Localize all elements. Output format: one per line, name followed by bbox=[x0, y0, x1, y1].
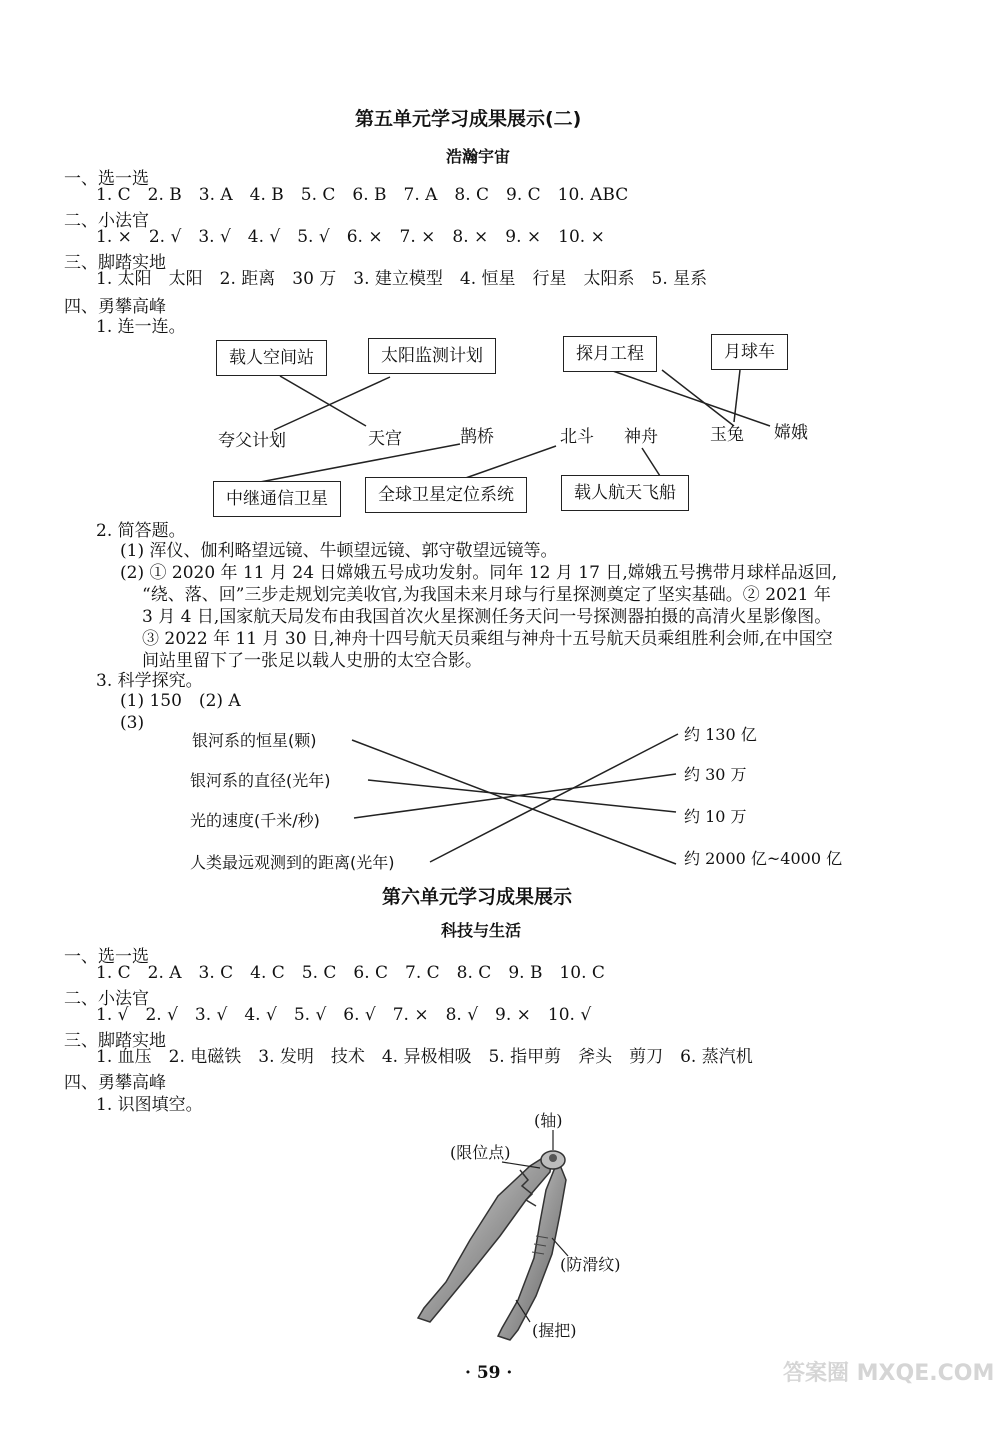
unit6-title: 第六单元学习成果展示 bbox=[382, 886, 573, 908]
unit5-q1: 1. 连一连。 bbox=[96, 317, 186, 337]
box-lunar-rover: 月球车 bbox=[711, 334, 788, 370]
unit5-q2-2-line4: ③ 2022 年 11 月 30 日,神舟十四号航天员乘组与神舟十五号航天员乘组胜利会师,在中国空 bbox=[142, 629, 833, 649]
unit6-s1-answers: 1. C 2. A 3. C 4. C 5. C 6. C 7. C 8. C 9. B 10. C bbox=[96, 963, 605, 983]
unit5-s2-label: 二、小法官 bbox=[64, 211, 149, 231]
left-item-farthest: 人类最远观测到的距离(光年) bbox=[190, 853, 395, 872]
unit5-s3-answers: 1. 太阳 太阳 2. 距离 30 万 3. 建立模型 4. 恒星 行星 太阳系 5. 星系 bbox=[96, 269, 708, 289]
box-gps-system: 全球卫星定位系统 bbox=[365, 477, 527, 513]
unit5-s3-label: 三、脚踏实地 bbox=[64, 253, 166, 273]
box-manned-spacecraft: 载人航天飞船 bbox=[561, 475, 689, 511]
unit5-q2-2-line3: 3 月 4 日,国家航天局发布由我国首次火星探测任务天问一号探测器拍摄的高清火星影像图。 bbox=[142, 607, 832, 627]
unit6-s3-label: 三、脚踏实地 bbox=[64, 1031, 166, 1051]
word-kuafu: 夸父计划 bbox=[218, 431, 286, 451]
word-change: 嫦娥 bbox=[774, 423, 808, 443]
label-anti-slip: (防滑纹) bbox=[560, 1255, 621, 1274]
left-item-stars: 银河系的恒星(颗) bbox=[192, 731, 317, 750]
watermark: 答案圈 MXQE.COM bbox=[783, 1361, 995, 1386]
unit6-s2-answers: 1. √ 2. √ 3. √ 4. √ 5. √ 6. √ 7. × 8. √ 9. × 10. √ bbox=[96, 1005, 592, 1025]
unit5-s1-label: 一、选一选 bbox=[64, 169, 149, 189]
box-lunar-exploration: 探月工程 bbox=[563, 336, 657, 372]
unit5-title: 第五单元学习成果展示(二) bbox=[355, 108, 582, 130]
right-item-10: 约 10 万 bbox=[684, 807, 747, 826]
unit6-q1: 1. 识图填空。 bbox=[96, 1095, 203, 1115]
unit5-s1-answers: 1. C 2. B 3. A 4. B 5. C 6. B 7. A 8. C 9. C 10. ABC bbox=[96, 185, 629, 205]
unit6-s2-label: 二、小法官 bbox=[64, 989, 149, 1009]
right-item-2000: 约 2000 亿~4000 亿 bbox=[684, 849, 843, 868]
right-item-130: 约 130 亿 bbox=[684, 725, 757, 744]
word-beidou: 北斗 bbox=[560, 427, 594, 447]
word-queqiao: 鹊桥 bbox=[460, 427, 494, 447]
box-solar-monitoring: 太阳监测计划 bbox=[368, 338, 496, 374]
unit5-q2-1: (1) 浑仪、伽利略望远镜、牛顿望远镜、郭守敬望远镜等。 bbox=[120, 541, 558, 561]
unit6-s4-label: 四、勇攀高峰 bbox=[64, 1073, 166, 1093]
label-axis: (轴) bbox=[534, 1111, 563, 1130]
left-item-light-speed: 光的速度(千米/秒) bbox=[190, 811, 320, 830]
page-number: · 59 · bbox=[465, 1363, 513, 1383]
word-shenzhou: 神舟 bbox=[624, 427, 658, 447]
unit5-q2: 2. 简答题。 bbox=[96, 521, 186, 541]
right-item-30: 约 30 万 bbox=[684, 765, 747, 784]
label-limit-point: (限位点) bbox=[450, 1143, 511, 1162]
unit5-s2-answers: 1. × 2. √ 3. √ 4. √ 5. √ 6. × 7. × 8. × 9. × 10. × bbox=[96, 227, 605, 247]
unit6-s3-answers: 1. 血压 2. 电磁铁 3. 发明 技术 4. 异极相吸 5. 指甲剪 斧头 剪刀 6. 蒸汽机 bbox=[96, 1047, 753, 1067]
label-handle: (握把) bbox=[532, 1321, 577, 1340]
unit6-subtitle: 科技与生活 bbox=[441, 921, 522, 940]
word-yutu: 玉兔 bbox=[710, 425, 744, 445]
unit5-q2-2-line1: (2) ① 2020 年 11 月 24 日嫦娥五号成功发射。同年 12 月 17 日,嫦娥五号携带月球样品返回, bbox=[120, 563, 838, 583]
unit5-q3-12: (1) 150 (2) A bbox=[120, 691, 241, 711]
unit5-q2-2-line5: 间站里留下了一张足以载人史册的太空合影。 bbox=[142, 651, 482, 671]
unit5-subtitle: 浩瀚宇宙 bbox=[446, 147, 511, 166]
box-relay-satellite: 中继通信卫星 bbox=[213, 481, 341, 517]
word-tiangong: 天宫 bbox=[368, 429, 402, 449]
unit5-q3-3: (3) bbox=[120, 713, 145, 733]
unit5-q3: 3. 科学探究。 bbox=[96, 671, 203, 691]
unit5-s4-label: 四、勇攀高峰 bbox=[64, 297, 166, 317]
unit6-s1-label: 一、选一选 bbox=[64, 947, 149, 967]
box-manned-space-station: 载人空间站 bbox=[216, 340, 327, 376]
unit5-q2-2-line2: “绕、落、回”三步走规划完美收官,为我国未来月球与行星探测奠定了坚实基础。② 2021 年 bbox=[142, 585, 831, 605]
left-item-diameter: 银河系的直径(光年) bbox=[190, 771, 331, 790]
